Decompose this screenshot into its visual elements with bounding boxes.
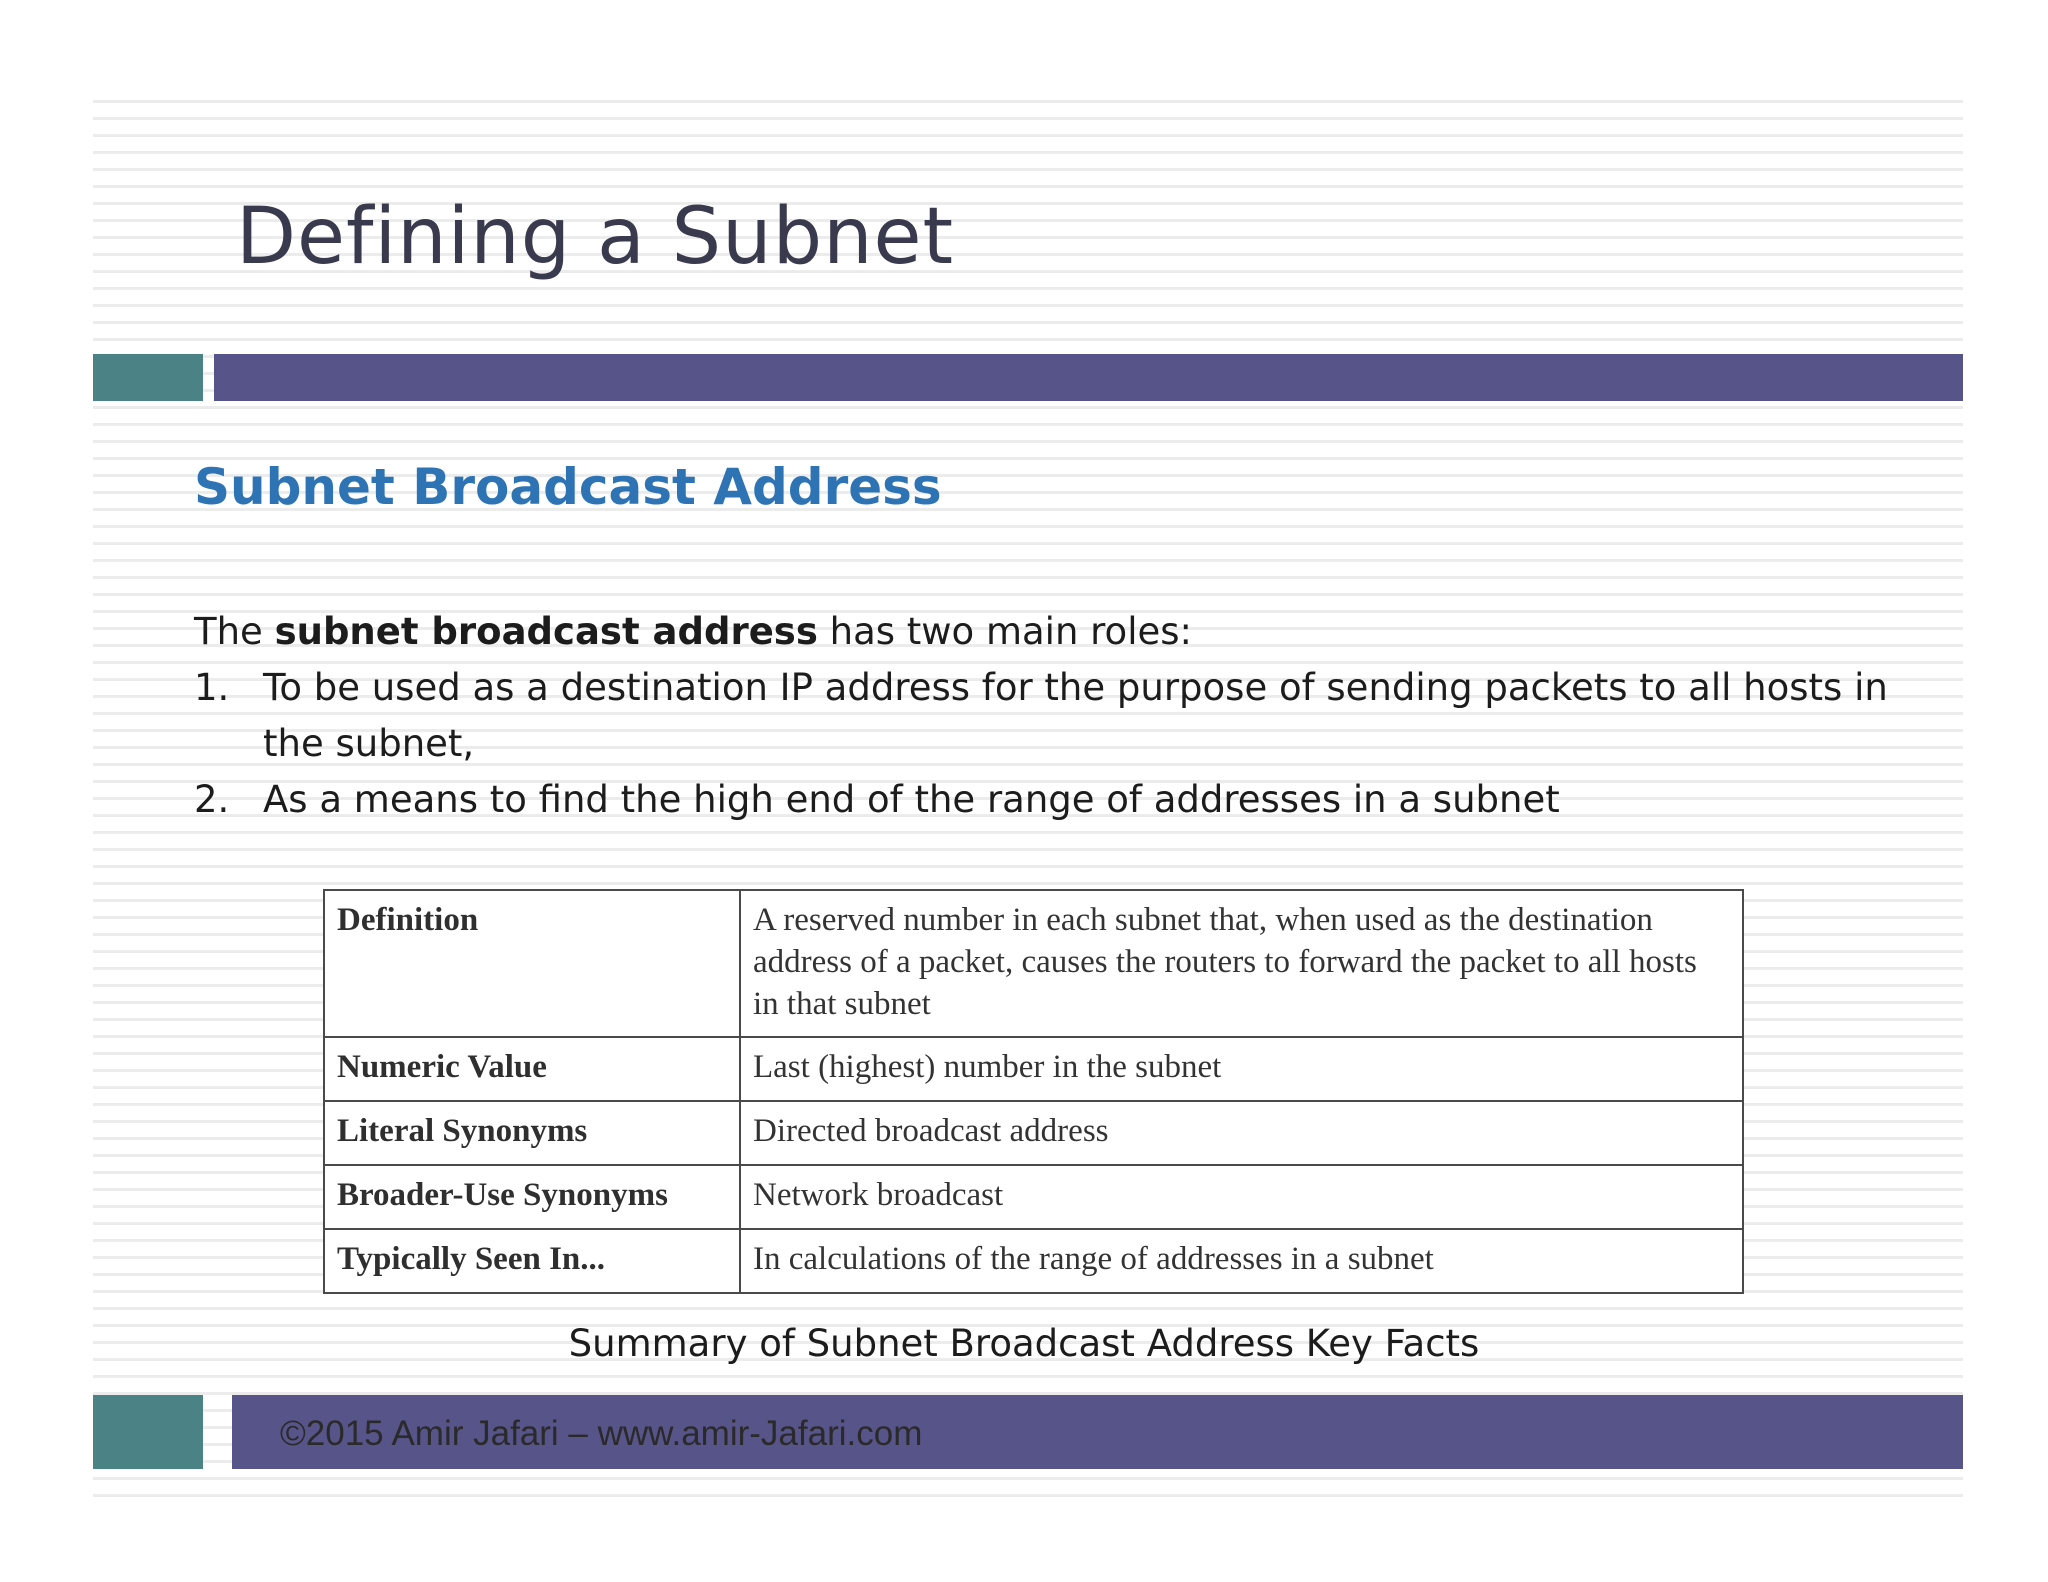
footer-copyright: ©2015 Amir Jafari – www.amir-Jafari.com xyxy=(280,1414,923,1453)
header-purple-bar xyxy=(214,354,1963,401)
table-row xyxy=(324,1101,1743,1165)
list-item xyxy=(194,660,1904,772)
table-row xyxy=(324,1037,1743,1101)
key-facts-table xyxy=(323,889,1744,1294)
table-value-cell: Directed broadcast address xyxy=(740,1101,1743,1165)
table-value-cell: A reserved number in each subnet that, when used as the destination address of a packet, causes the routers to forward the packet to all hosts in that subnet xyxy=(740,890,1743,1037)
table-key-cell: Numeric Value xyxy=(324,1037,740,1101)
header-teal-bar xyxy=(93,354,203,401)
table-key-cell: Broader-Use Synonyms xyxy=(324,1165,740,1229)
footer-teal-bar xyxy=(93,1395,203,1469)
list-item-number: 1. xyxy=(194,666,230,709)
list-item xyxy=(194,772,1904,828)
table-key-cell: Typically Seen In... xyxy=(324,1229,740,1293)
table-value-cell: Last (highest) number in the subnet xyxy=(740,1037,1743,1101)
intro-suffix: has two main roles: xyxy=(817,610,1192,653)
list-item-number: 2. xyxy=(194,778,230,821)
table-key-cell: Literal Synonyms xyxy=(324,1101,740,1165)
table-caption: Summary of Subnet Broadcast Address Key Facts xyxy=(568,1322,1480,1365)
table-row xyxy=(324,1165,1743,1229)
table-value-cell: In calculations of the range of addresses in a subnet xyxy=(740,1229,1743,1293)
table-row xyxy=(324,890,1743,1037)
table-key-cell: Definition xyxy=(324,890,740,1037)
table-value-cell: Network broadcast xyxy=(740,1165,1743,1229)
slide-title: Defining a Subnet xyxy=(236,192,955,282)
list-item-text: As a means to find the high end of the range of addresses in a subnet xyxy=(263,778,1560,821)
roles-list xyxy=(194,660,1904,828)
table-row xyxy=(324,1229,1743,1293)
body-text xyxy=(194,604,1904,828)
intro-prefix: The xyxy=(194,610,275,653)
list-item-text: To be used as a destination IP address for the purpose of sending packets to all hosts in the subnet, xyxy=(263,666,1888,765)
intro-line xyxy=(194,604,1904,660)
section-heading: Subnet Broadcast Address xyxy=(194,458,942,516)
intro-bold-term: subnet broadcast address xyxy=(274,610,818,653)
